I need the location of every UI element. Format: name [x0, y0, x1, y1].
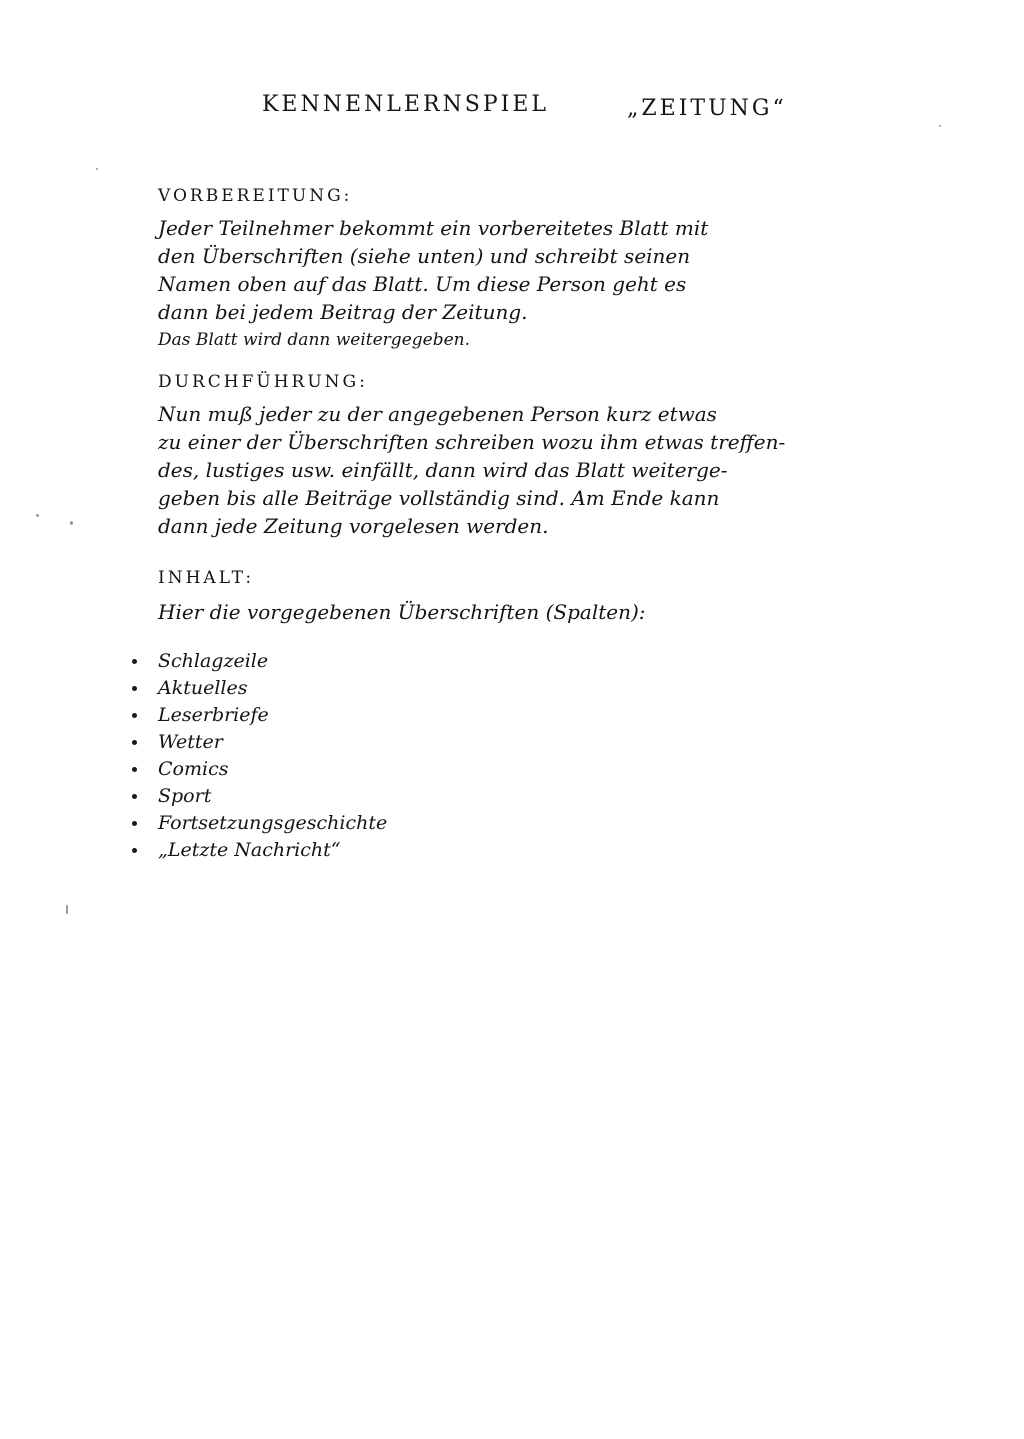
- title-main: KENNENLERNSPIEL: [262, 92, 550, 117]
- durchfuehrung-line: des, lustiges usw. einfällt, dann wird das Blatt weiterge-: [158, 458, 728, 482]
- heading-vorbereitung: VORBEREITUNG:: [158, 186, 353, 206]
- durchfuehrung-line: geben bis alle Beiträge vollständig sind. Am Ende kann: [158, 486, 720, 510]
- vorbereitung-line: Namen oben auf das Blatt. Um diese Person geht es: [158, 272, 687, 296]
- list-item: [132, 783, 532, 810]
- list-item: [132, 756, 532, 783]
- bullet-icon: [132, 686, 137, 691]
- durchfuehrung-line: zu einer der Überschriften schreiben wozu ihm etwas treffen-: [158, 430, 786, 454]
- list-item: [132, 810, 532, 837]
- scan-speck: [939, 125, 941, 127]
- bullet-icon: [132, 659, 137, 664]
- list-item-label: Leserbriefe: [158, 704, 269, 726]
- vorbereitung-line: Das Blatt wird dann weitergegeben.: [158, 330, 470, 350]
- heading-durchfuehrung: DURCHFÜHRUNG:: [158, 372, 368, 392]
- list-item-label: Fortsetzungsgeschichte: [158, 812, 388, 834]
- bullet-icon: [132, 821, 137, 826]
- page-title: [262, 92, 822, 132]
- heading-inhalt: INHALT:: [158, 568, 255, 588]
- list-item-label: Comics: [158, 758, 229, 780]
- list-item-label: Wetter: [158, 731, 223, 753]
- scan-speck: [36, 514, 39, 517]
- bullet-icon: [132, 848, 137, 853]
- list-item-label: „Letzte Nachricht“: [158, 839, 341, 861]
- bullet-icon: [132, 767, 137, 772]
- title-quoted: „ZEITUNG“: [627, 96, 787, 121]
- bullet-icon: [132, 740, 137, 745]
- list-item-label: Aktuelles: [158, 677, 248, 699]
- vorbereitung-line: den Überschriften (siehe unten) und schreibt seinen: [158, 244, 691, 268]
- section-inhalt: [158, 568, 958, 626]
- list-item: [132, 675, 532, 702]
- bullet-icon: [132, 794, 137, 799]
- inhalt-intro: Hier die vorgegebenen Überschriften (Spalten):: [158, 600, 646, 624]
- durchfuehrung-line: Nun muß jeder zu der angegebenen Person kurz etwas: [158, 402, 717, 426]
- vorbereitung-line: Jeder Teilnehmer bekommt ein vorbereitetes Blatt mit: [158, 216, 709, 240]
- bullet-icon: [132, 713, 137, 718]
- list-item: [132, 702, 532, 729]
- list-item-label: Schlagzeile: [158, 650, 269, 672]
- durchfuehrung-line: dann jede Zeitung vorgelesen werden.: [158, 514, 549, 538]
- list-item: [132, 837, 532, 864]
- list-item-label: Sport: [158, 785, 212, 807]
- list-item: [132, 729, 532, 756]
- section-vorbereitung: [158, 186, 958, 354]
- scan-speck: [70, 521, 73, 525]
- heading-list: [132, 648, 532, 864]
- scan-speck: [96, 168, 98, 170]
- list-item: [132, 648, 532, 675]
- vorbereitung-line: dann bei jedem Beitrag der Zeitung.: [158, 300, 528, 324]
- section-durchfuehrung: [158, 372, 958, 540]
- scan-speck: [66, 905, 68, 914]
